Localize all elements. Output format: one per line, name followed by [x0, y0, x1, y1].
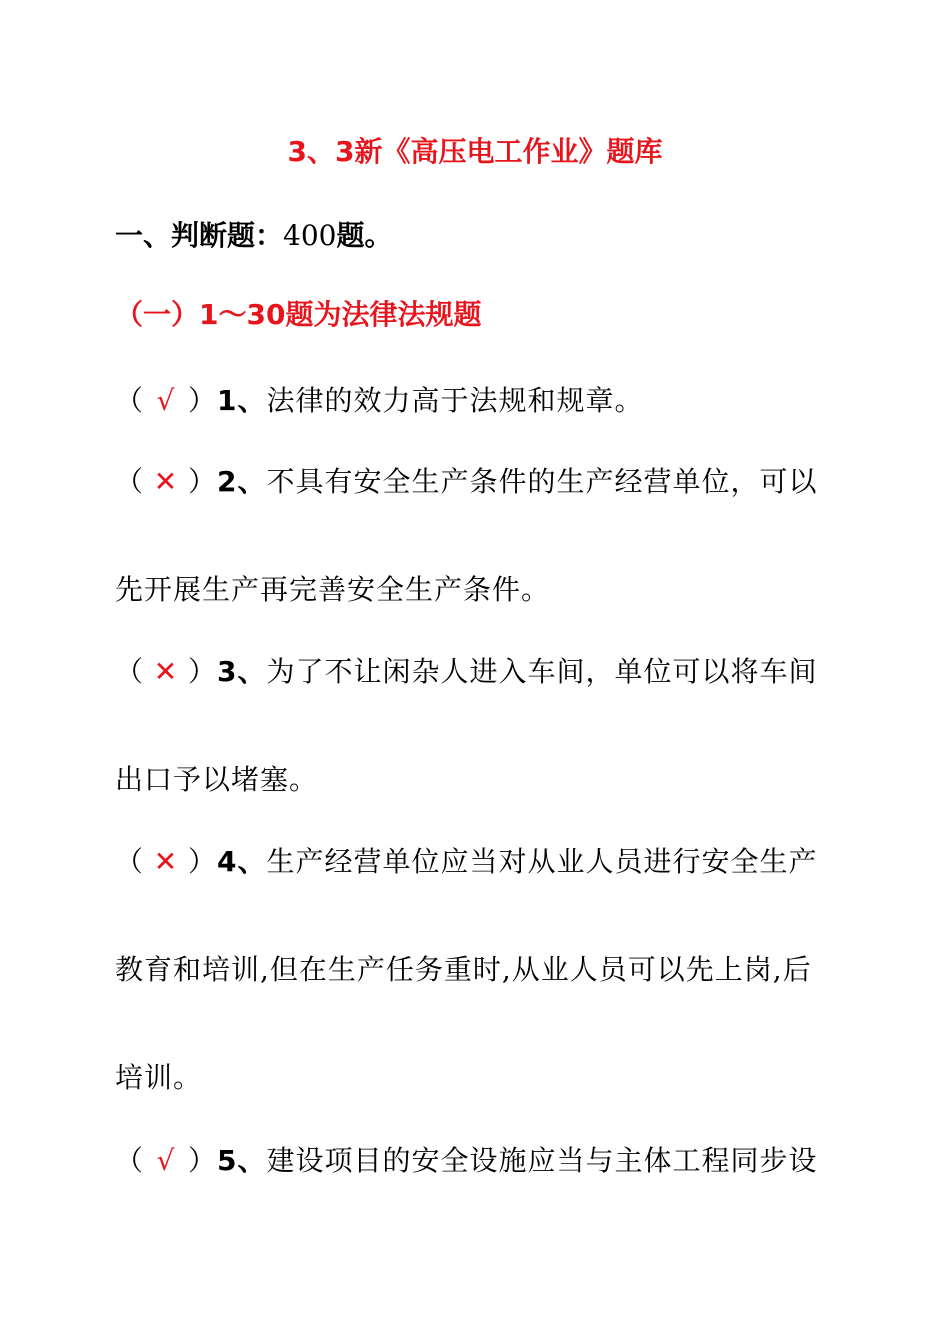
answer-close-paren: ）	[188, 1144, 218, 1177]
section-suffix: 题。	[336, 219, 393, 252]
question-text: 为了不让闲杂人进入车间，单位可以将车间	[266, 655, 818, 688]
answer-open-paren: （	[115, 384, 145, 417]
answer-open-paren: （	[115, 655, 145, 688]
answer-close-paren: ）	[188, 655, 218, 688]
question-3	[115, 654, 818, 690]
section-count: 400	[283, 219, 337, 252]
question-1	[115, 383, 644, 419]
question-2	[115, 464, 818, 500]
question-4-continuation: 教育和培训,但在生产任务重时,从业人员可以先上岗,后	[115, 953, 812, 986]
question-4	[115, 844, 818, 880]
question-4-continuation: 培训。	[115, 1061, 203, 1094]
question-5	[115, 1143, 818, 1179]
question-number: 4、	[217, 845, 267, 878]
question-2-continuation: 先开展生产再完善安全生产条件。	[115, 573, 551, 606]
question-number: 5、	[217, 1144, 267, 1177]
question-text: 建设项目的安全设施应当与主体工程同步设	[266, 1144, 818, 1177]
answer-open-paren: （	[115, 845, 145, 878]
question-text: 法律的效力高于法规和规章。	[266, 384, 644, 417]
answer-open-paren: （	[115, 1144, 145, 1177]
answer-close-paren: ）	[188, 384, 218, 417]
question-number: 2、	[217, 465, 267, 498]
question-number: 3、	[217, 655, 267, 688]
cross-icon: ✕	[153, 465, 179, 498]
question-text: 生产经营单位应当对从业人员进行安全生产	[266, 845, 818, 878]
question-text: 不具有安全生产条件的生产经营单位，可以	[266, 465, 818, 498]
answer-close-paren: ）	[188, 465, 218, 498]
cross-icon: ✕	[153, 655, 179, 688]
check-icon: √	[156, 384, 176, 417]
document-title: 3、3新《高压电工作业》题库	[287, 135, 663, 168]
answer-open-paren: （	[115, 465, 145, 498]
subsection-heading: （一）1～30题为法律法规题	[115, 298, 482, 331]
cross-icon: ✕	[153, 845, 179, 878]
section-label: 一、判断题：	[115, 219, 284, 252]
answer-close-paren: ）	[188, 845, 218, 878]
check-icon: √	[156, 1144, 176, 1177]
question-number: 1、	[217, 384, 267, 417]
section-heading	[115, 218, 392, 254]
question-3-continuation: 出口予以堵塞。	[115, 763, 319, 796]
